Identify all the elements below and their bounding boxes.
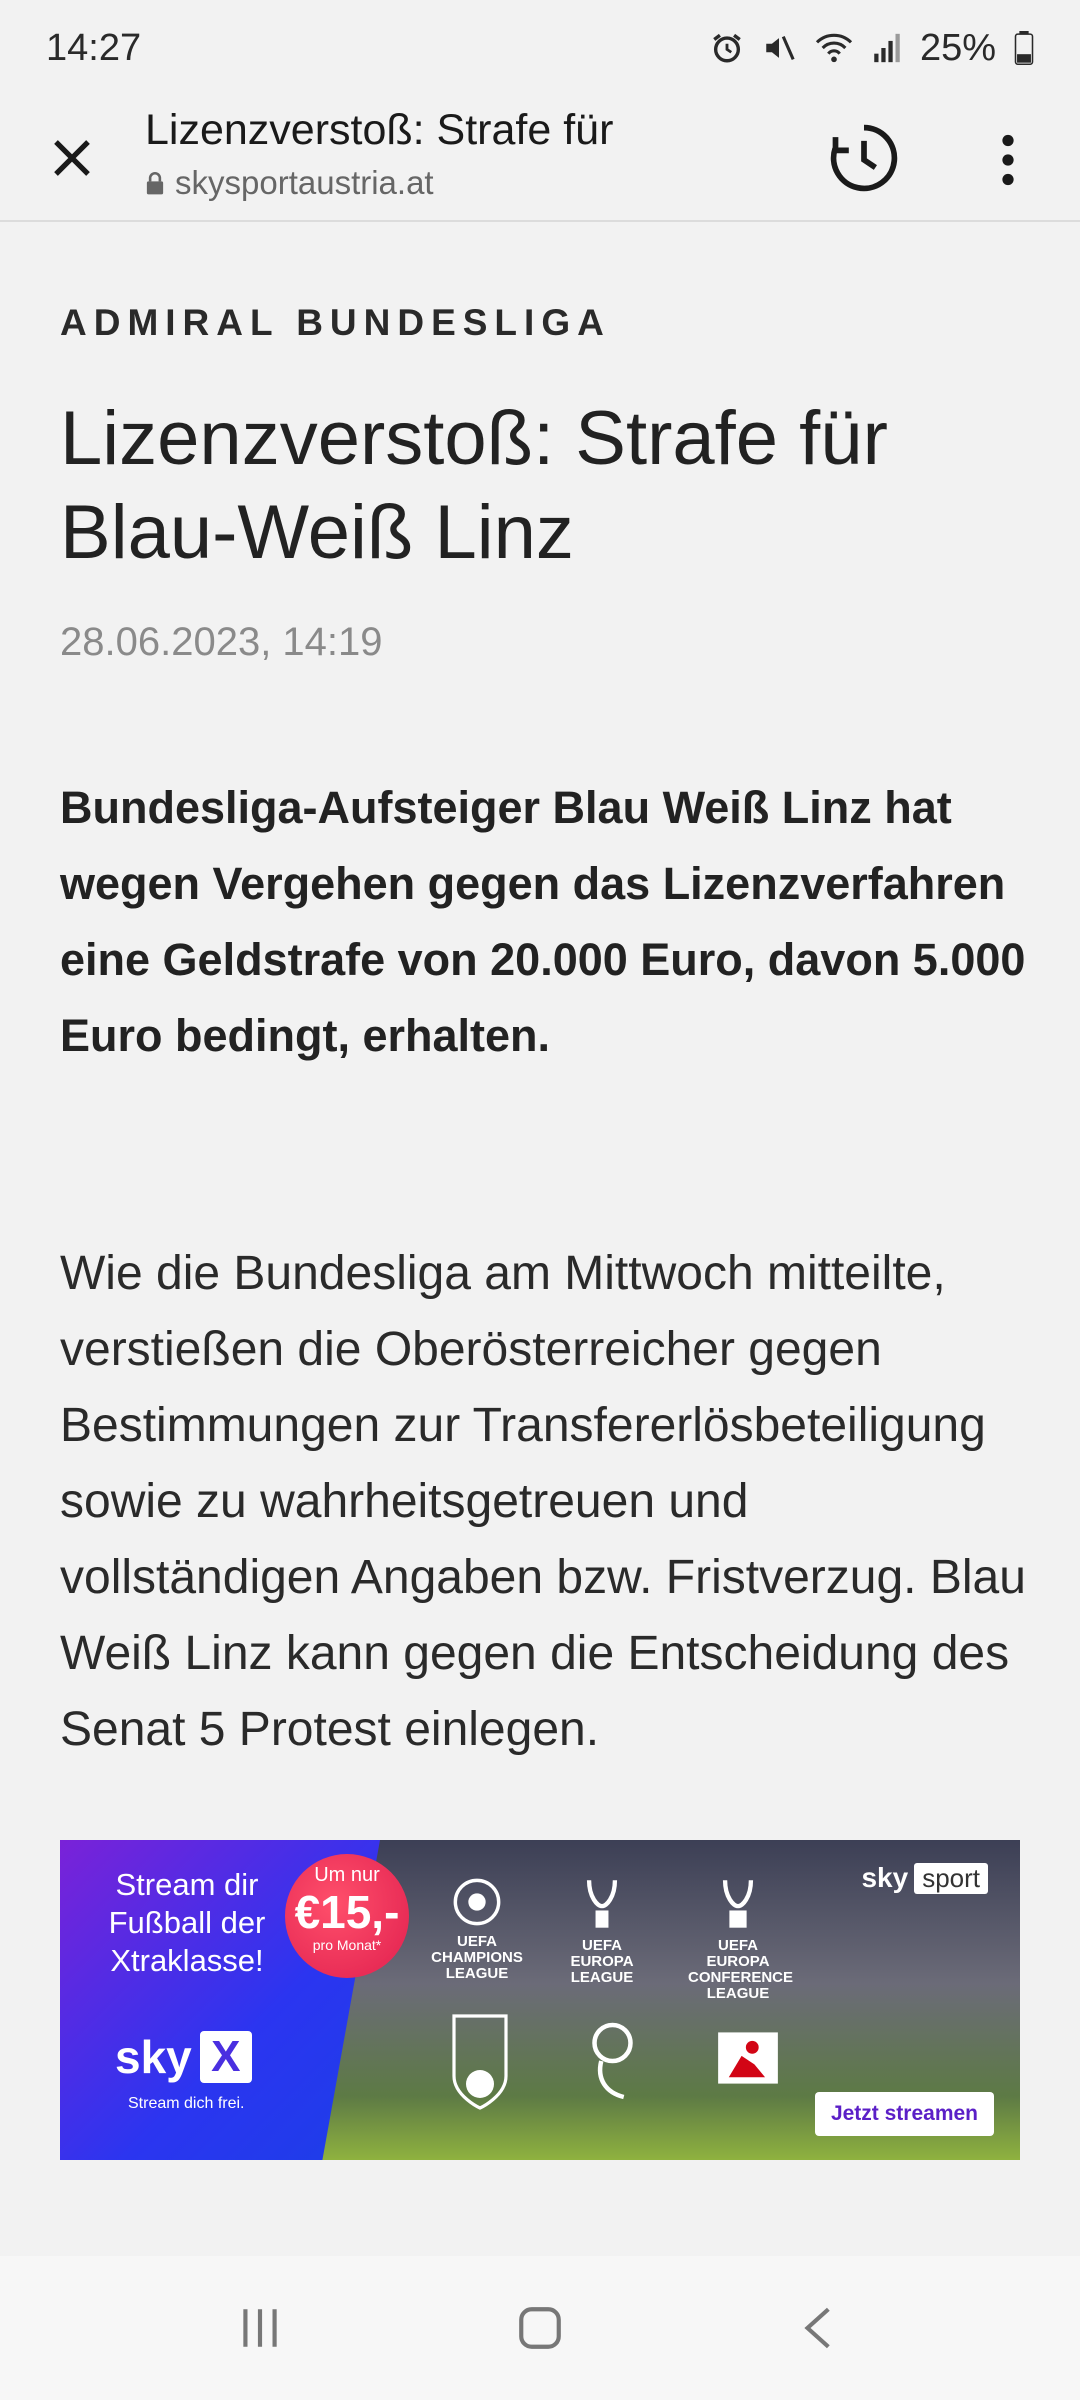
back-icon <box>795 2303 845 2353</box>
ad-brand-x: X <box>200 2031 252 2083</box>
more-vert-icon <box>1001 134 1015 186</box>
league-premier-league <box>572 2016 662 2112</box>
page-domain[interactable] <box>145 164 434 202</box>
domain-text: skysportaustria.at <box>175 164 434 201</box>
price-amount: €15,- <box>294 1886 400 1938</box>
price-badge <box>285 1854 409 1978</box>
conference-league-logo-icon <box>715 1876 761 1932</box>
champions-league-logo-icon <box>451 1876 503 1928</box>
history-button[interactable] <box>820 114 908 202</box>
price-suffix: pro Monat* <box>312 1937 382 1953</box>
article-kicker[interactable]: ADMIRAL BUNDESLIGA <box>60 302 611 343</box>
status-time: 14:27 <box>46 26 142 69</box>
home-button[interactable] <box>490 2278 590 2378</box>
recent-apps-icon <box>235 2303 285 2353</box>
close-button[interactable] <box>40 126 104 190</box>
history-icon <box>826 120 902 196</box>
league-admiral-bundesliga <box>440 2012 520 2118</box>
league-conference: UEFA EUROPA CONFERENCE LEAGUE <box>688 1876 788 2002</box>
article-headline: Lizenzverstoß: Strafe für Blau-Weiß Linz <box>60 396 888 575</box>
status-bar <box>0 0 1080 96</box>
signal-icon <box>872 31 902 65</box>
battery-percent: 25% <box>919 26 996 69</box>
home-icon <box>515 2303 565 2353</box>
mute-icon <box>762 31 796 65</box>
sky-sport-logo: sky sport <box>861 1862 988 1894</box>
battery-icon <box>1014 31 1034 65</box>
stream-now-button[interactable]: Jetzt streamen <box>815 2092 994 2136</box>
league-bundesliga <box>700 2030 796 2092</box>
close-icon <box>48 134 96 182</box>
back-button[interactable] <box>770 2278 870 2378</box>
system-nav-bar <box>0 2256 1080 2400</box>
page-title: Lizenzverstoß: Strafe für <box>145 106 614 154</box>
lock-icon <box>145 170 165 196</box>
ad-brand-subline: Stream dich frei. <box>128 2095 245 2112</box>
ad-tagline: Stream dir Fußball der Xtraklasse! <box>108 1867 266 1978</box>
alarm-icon <box>710 31 744 65</box>
more-options-button[interactable] <box>978 120 1038 200</box>
recent-apps-button[interactable] <box>210 2278 310 2378</box>
status-icons <box>710 27 1034 70</box>
league-europa: UEFA EUROPA LEAGUE <box>556 1876 648 1986</box>
ad-brand-logo <box>115 2030 252 2084</box>
wifi-icon <box>814 31 854 65</box>
league-champions: UEFA CHAMPIONS LEAGUE <box>422 1876 532 1982</box>
browser-toolbar <box>0 96 1080 222</box>
europa-league-logo-icon <box>579 1876 625 1932</box>
price-prefix: Um nur <box>314 1864 380 1886</box>
ad-banner[interactable] <box>60 1840 1020 2160</box>
bundesliga-logo-icon <box>716 2030 780 2086</box>
article-date: 28.06.2023, 14:19 <box>60 620 383 664</box>
premier-league-logo-icon <box>582 2016 652 2106</box>
ad-brand-text: sky <box>115 2031 192 2083</box>
admiral-bundesliga-logo-icon <box>450 2012 510 2112</box>
article-lead: Bundesliga-Aufsteiger Blau Weiß Linz hat wegen Vergehen gegen das Lizenzverfahren eine Geldstrafe von 20.000 Euro, davon 5.000 Euro bedingt, erhalten. <box>60 782 1026 1061</box>
article-body: Wie die Bundesliga am Mittwoch mitteilte, verstießen die Oberösterreicher gegen Bestimmungen zur Transfererlösbeteiligung sowie zu wahrheitsgetreuen und vollständigen Angaben bzw. Fristverzug. Blau Weiß Linz kann gegen die Entscheidung des Senat 5 Protest einlegen. <box>60 1247 1026 1756</box>
